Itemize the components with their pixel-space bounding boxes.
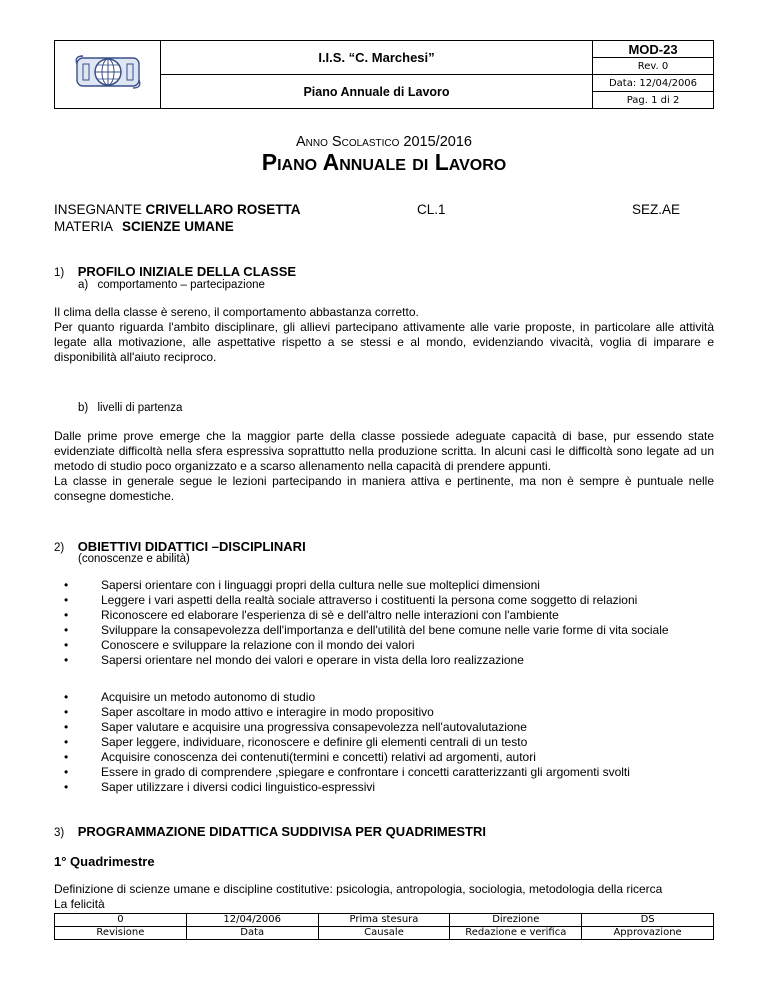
module-code: MOD-23 — [593, 41, 714, 58]
first-quarter-content — [54, 882, 662, 912]
objective-item: • Acquisire un metodo autonomo di studio — [54, 690, 630, 705]
footer-values-row — [55, 914, 714, 927]
section-label: SEZ.AE — [632, 202, 681, 217]
main-title: Piano Annuale di Lavoro — [261, 149, 507, 175]
subject-label: MATERIA — [54, 219, 113, 234]
footer-label: Approvazione — [582, 927, 714, 940]
subject-line — [54, 219, 234, 234]
subsection-b-title: livelli di partenza — [97, 402, 183, 414]
objective-item: • Sapersi orientare con i linguaggi propri della cultura nelle sue molteplici dimensioni — [54, 578, 669, 593]
document-header — [54, 40, 714, 109]
globe-scroll-logo-icon — [73, 50, 143, 94]
subject-name: SCIENZE UMANE — [122, 219, 234, 234]
teacher-name: CRIVELLARO ROSETTA — [145, 202, 301, 217]
institute-name: I.I.S. “C. Marchesi” — [161, 41, 593, 75]
subsection-a-label: a) — [78, 279, 89, 291]
footer-cell: Prima stesura — [318, 914, 450, 927]
plan-title: Piano Annuale di Lavoro — [161, 75, 593, 109]
subsection-b-heading — [78, 402, 182, 414]
objective-item: • Saper valutare e acquisire una progressiva consapevolezza nell'autovalutazione — [54, 720, 630, 735]
page-number: Pag. 1 di 2 — [593, 92, 714, 109]
school-logo — [55, 41, 161, 109]
class-label: CL.1 — [417, 202, 446, 217]
section-2-subtitle: (conoscenze e abilità) — [78, 553, 190, 565]
footer-label: Causale — [318, 927, 450, 940]
footer-label: Revisione — [55, 927, 187, 940]
section-1-number: 1) — [54, 267, 65, 279]
revision-footer-table — [54, 913, 714, 940]
objective-item: • Saper utilizzare i diversi codici linguistico-espressivi — [54, 780, 630, 795]
levels-text-2: La classe in generale segue le lezioni partecipando in maniera attiva e pertinente, ma non è sempre è puntuale nelle consegne domestiche. — [54, 474, 714, 503]
objective-item: • Sviluppare la consapevolezza dell'importanza e dell'utilità del bene comune nelle varie forme di vita sociale — [54, 623, 669, 638]
objective-item: • Sapersi orientare nel mondo dei valori e operare in vista della loro realizzazione — [54, 653, 669, 668]
revision: Rev. 0 — [593, 58, 714, 75]
objective-item: • Riconoscere ed elaborare l'esperienza di sè e dell'altro nelle interazioni con l'ambiente — [54, 608, 669, 623]
objective-item: • Saper ascoltare in modo attivo e interagire in modo propositivo — [54, 705, 630, 720]
behavior-paragraph — [54, 305, 714, 365]
section-3-number: 3) — [54, 827, 65, 839]
footer-label: Data — [186, 927, 318, 940]
footer-cell: Direzione — [450, 914, 582, 927]
subsection-b-label: b) — [78, 402, 89, 414]
footer-label: Redazione e verifica — [450, 927, 582, 940]
section-1-title: PROFILO INIZIALE DELLA CLASSE — [77, 264, 297, 279]
section-3-heading — [54, 823, 486, 841]
levels-text-1: Dalle prime prove emerge che la maggior parte della classe possiede adeguate capacità di base, pur essendo state evidenziate difficoltà nella sfera espressiva soprattutto nella produzione scritta. In alcuni casi le difficoltà sono legate ad un metodo di studio poco organizzato e a scarso allenamento nella capacità di prendere appunti. — [54, 429, 714, 473]
objective-item: • Acquisire conoscenza dei contenuti(termini e concetti) relativi ad argomenti, autori — [54, 750, 630, 765]
teacher-label: INSEGNANTE — [54, 202, 142, 217]
behavior-text-2: Per quanto riguarda l'ambito disciplinare, gli allievi partecipano attivamente alle varie proposte, in particolare alle attività legate alla motivazione, alle aspettative rispetto a se stessi e al mondo, evidenziando vivacità, voglia di imparare e disponibilità all'aiuto reciproco. — [54, 320, 714, 364]
section-2-number: 2) — [54, 542, 65, 554]
footer-labels-row — [55, 927, 714, 940]
behavior-text-1: Il clima della classe è sereno, il comportamento abbastanza corretto. — [54, 305, 419, 319]
school-year: Anno Scolastico 2015/2016 — [296, 134, 472, 150]
subsection-a-heading — [78, 279, 265, 291]
footer-cell: DS — [582, 914, 714, 927]
objective-item: • Leggere i vari aspetti della realtà sociale attraverso i costituenti la persona come soggetto di relazioni — [54, 593, 669, 608]
levels-paragraph — [54, 429, 714, 504]
objectives-list-1 — [54, 578, 669, 668]
header-date: Data: 12/04/2006 — [593, 75, 714, 92]
objective-item: • Saper leggere, individuare, riconoscere e definire gli elementi centrali di un testo — [54, 735, 630, 750]
objectives-list-2 — [54, 690, 630, 795]
section-2-title: OBIETTIVI DIDATTICI –DISCIPLINARI — [77, 539, 306, 554]
objective-item: • Essere in grado di comprendere ,spiegare e confrontare i concetti caratterizzanti gli argomenti svolti — [54, 765, 630, 780]
first-quarter-heading: 1° Quadrimestre — [54, 854, 155, 869]
content-line-1: Definizione di scienze umane e discipline costitutive: psicologia, antropologia, sociologia, metodologia della ricerca — [54, 882, 663, 896]
footer-cell: 0 — [55, 914, 187, 927]
subsection-a-title: comportamento – partecipazione — [97, 279, 265, 291]
section-3-title: PROGRAMMAZIONE DIDATTICA SUDDIVISA PER QUADRIMESTRI — [77, 824, 486, 839]
objective-item: • Conoscere e sviluppare la relazione con il mondo dei valori — [54, 638, 669, 653]
content-line-2: La felicità — [54, 897, 105, 911]
teacher-line — [54, 202, 301, 217]
footer-cell: 12/04/2006 — [186, 914, 318, 927]
